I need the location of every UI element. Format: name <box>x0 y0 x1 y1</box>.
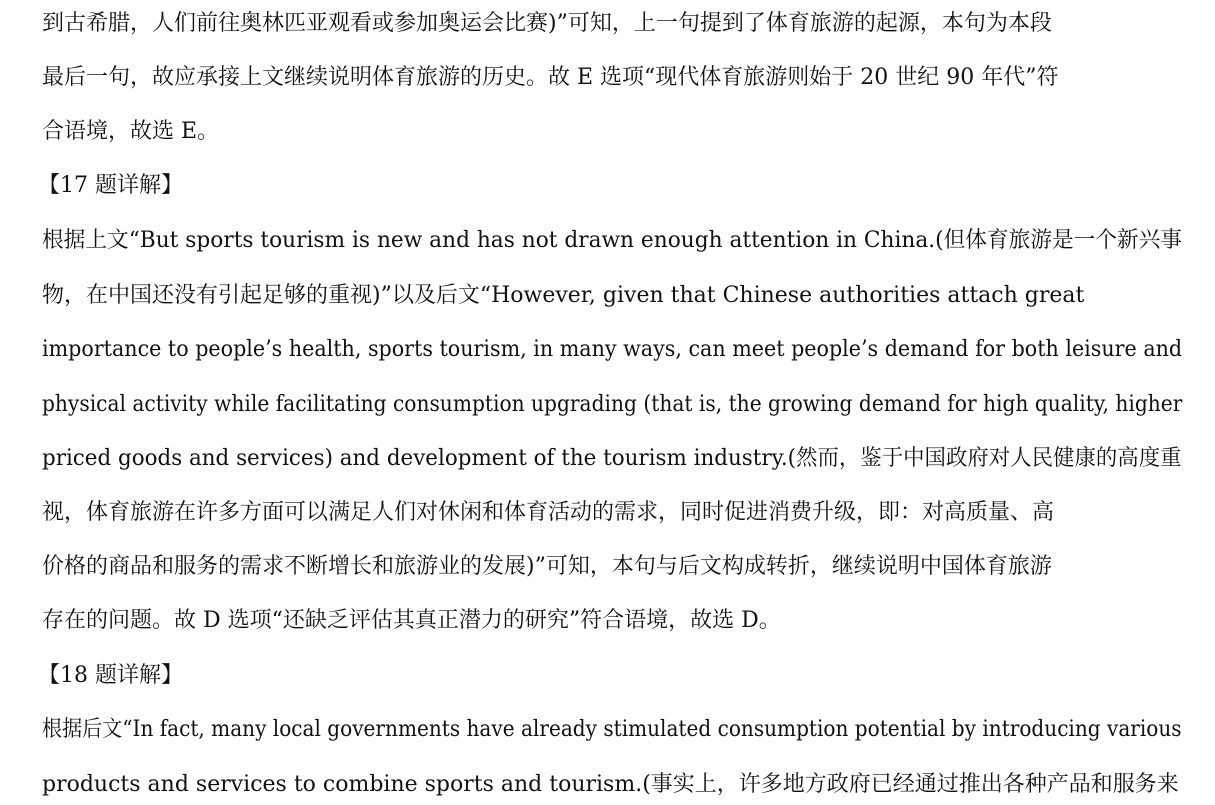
paragraph-line: 到古希腊，人们前往奥林匹亚观看或参加奥运会比赛)”可知，上一句提到了体育旅游的起源，本句为本段 <box>42 11 1052 36</box>
paragraph-line: products and services to combine sports and tourism.(事实上，许多地方政府已经通过推出各种产品和服务来 <box>42 772 1179 797</box>
paragraph-line: physical activity while facilitating consumption upgrading (that is, the growing demand for high quality, higher <box>42 392 1183 417</box>
section-heading-18: 【18 题详解】 <box>38 663 183 688</box>
paragraph-line: 根据后文“In fact, many local governments have already stimulated consumption potential by introducing various <box>42 717 1182 742</box>
paragraph-line: 视，体育旅游在许多方面可以满足人们对休闲和体育活动的需求，同时促进消费升级，即：对高质量、高 <box>42 500 1055 525</box>
paragraph-line: 存在的问题。故 D 选项“还缺乏评估其真正潜力的研究”符合语境，故选 D。 <box>42 608 781 633</box>
section-heading-17: 【17 题详解】 <box>38 173 183 198</box>
paragraph-line: 合语境，故选 E。 <box>42 119 220 144</box>
paragraph-line: 根据上文“But sports tourism is new and has not drawn enough attention in China.(但体育旅游是一个新兴事 <box>42 228 1183 253</box>
paragraph-line: 最后一句，故应承接上文继续说明体育旅游的历史。故 E 选项“现代体育旅游则始于 20 世纪 90 年代”符 <box>42 65 1059 90</box>
paragraph-line: 价格的商品和服务的需求不断增长和旅游业的发展)”可知，本句与后文构成转折，继续说明中国体育旅游 <box>42 554 1052 579</box>
paragraph-line: priced goods and services) and development of the tourism industry.(然而，鉴于中国政府对人民健康的高度重 <box>42 446 1182 471</box>
paragraph-line: importance to people’s health, sports tourism, in many ways, can meet people’s demand for both leisure and <box>42 337 1183 362</box>
paragraph-line: 物，在中国还没有引起足够的重视)”以及后文“However, given that Chinese authorities attach great <box>42 283 1085 308</box>
